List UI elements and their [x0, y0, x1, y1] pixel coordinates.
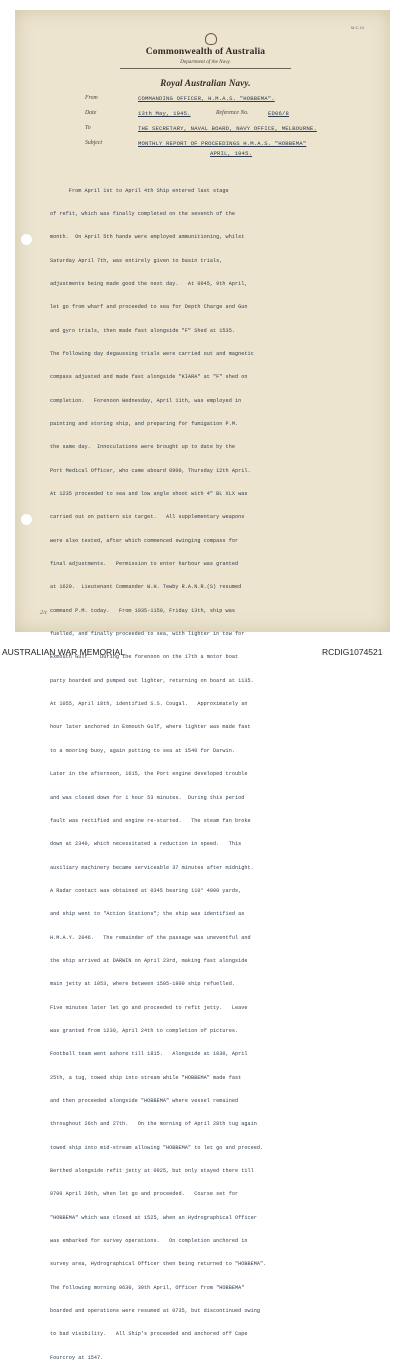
body-line: From April 1st to April 4th Ship entered last stage [50, 187, 229, 194]
body-line: The following morning 0630, 30th April, Officer from "HOBBEMA" [50, 1284, 245, 1291]
from-label: From [85, 95, 98, 101]
report-body [50, 172, 370, 1370]
body-line: A Radar contact was obtained at 0345 bearing 110° 4000 yards, [50, 887, 242, 894]
body-line: and was closed down for 1 hour 53 minutes. During this period [50, 794, 245, 801]
body-line: Berthed alongside refit jetty at 0925, but only stayed there till [50, 1168, 254, 1174]
letterhead-rule [120, 68, 291, 69]
body-line: compass adjusted and made fast alongside "KIARA" at "F" shed on [50, 374, 248, 381]
letterhead-title: Commonwealth of Australia [145, 47, 266, 57]
body-line: throughout 26th and 27th. On the morning of April 28th tug again [50, 1121, 257, 1128]
reference-label: Reference No. [216, 110, 249, 116]
body-line: 0700 April 29th, when let go and proceeded. Course set for [50, 1191, 239, 1198]
crest-icon [205, 33, 217, 45]
body-line: were also tested, after which commenced swinging compass for [50, 537, 239, 544]
letterhead-department: Department of the Navy. [180, 59, 231, 65]
body-line: adjustments being made good the next day. At 0945, 9th April, [50, 280, 248, 287]
body-line: and ship went to "Action Stations"; the ship was identified as [50, 911, 245, 918]
body-line: H.M.A.Y. 2046. The remainder of the passage was uneventful and [50, 934, 251, 941]
footer-id: RCDIG1074521 [322, 647, 383, 657]
body-line: the same day. Innoculations were brought up to date by the [50, 444, 235, 451]
body-line: Port Medical Officer, who came aboard 0900, Thursday 12th April. [50, 467, 251, 474]
body-line: and then proceeded alongside "HOBBEMA" where vessel remained [50, 1097, 239, 1104]
subject-value: MONTHLY REPORT OF PROCEEDINGS H.M.A.S. "HOBBEMA" [138, 140, 307, 147]
body-line: at 1620. Lieutenant Commander W.H. Tewby R.A.N.R.(S) resumed [50, 584, 242, 591]
body-line: completion. Forenoon Wednesday, April 11th, was employed in [50, 397, 242, 404]
body-line: At 1055, April 18th, identified S.S. Cougal. Approximately an [50, 701, 248, 708]
folio-mark: M.C.14 [351, 25, 364, 30]
body-line: to bad visibility. All Ship's proceeded and anchored off Cape [50, 1331, 248, 1338]
body-line: survey area, Hydrographical Officer then being returned to "HOBBEMA". [50, 1261, 267, 1268]
body-line: party boarded and pumped out lighter, returning on board at 1135. [50, 677, 254, 684]
body-line: "HOBBEMA" which was closed at 1525, when an Hydrographical Officer [50, 1214, 257, 1221]
body-line: towed ship into mid-stream allowing "HOBBEMA" to let go and proceed. [50, 1144, 264, 1151]
body-line: boarded and operations were resumed at 0735, but discontinued owing [50, 1308, 261, 1315]
punch-hole [21, 234, 32, 245]
body-line: Saturday April 7th, was entirely given to basin trials, [50, 257, 223, 264]
body-line: and gyro trials, then made fast alongside "F" Shed at 1535. [50, 327, 235, 334]
from-value: COMMANDING OFFICER, H.M.A.S. "HOBBEMA". [138, 95, 275, 102]
footer-source: AUSTRALIAN WAR MEMORIAL [2, 647, 125, 657]
reference-value: ED06/8 [268, 110, 290, 117]
body-line: of refit, which was finally completed on the seventh of the [50, 210, 235, 217]
body-line: Exmouth Gulf. During the forenoon on the 17th a motor boat [50, 654, 239, 661]
body-line: final adjustments. Permission to enter harbour was granted [50, 561, 239, 568]
body-line: Football team went ashore till 1815. Alongside at 1030, April [50, 1051, 248, 1058]
body-line: to a mooring buoy, again putting to sea at 1540 for Darwin. [50, 747, 235, 754]
body-line: month. On April 5th hands were employed ammunitioning, whilst [50, 234, 245, 241]
body-line: Five minutes later let go and proceeded to refit jetty. Leave [50, 1004, 248, 1011]
margin-note: 2/c [40, 610, 48, 616]
body-line: fuelled, and finally proceeded to sea, with lighter in tow for [50, 631, 245, 638]
letterhead-subtitle: Royal Australian Navy. [160, 78, 251, 88]
body-line: Later in the afternoon, 1615, the Port engine developed trouble [50, 771, 248, 778]
body-line: was embarked for survey operations. On completion anchored in [50, 1238, 248, 1245]
body-line: command P.M. today. From 1035-1150, Friday 13th, ship was [50, 607, 235, 614]
body-line: let go from wharf and proceeded to sea for Depth Charge and Gun [50, 304, 248, 311]
body-line: main jetty at 1053, where between 1505-1800 ship refuelled. [50, 981, 235, 988]
punch-hole [21, 514, 32, 525]
body-line: 25th, a tug, towed ship into stream while "HOBBEMA" made fast [50, 1074, 242, 1081]
body-line: At 1235 proceeded to sea and low angle shoot with 4" BL XLX was [50, 491, 248, 498]
to-label: To [85, 125, 91, 131]
body-line: The following day degaussing trials were carried out and magnetic [50, 350, 254, 357]
body-line: painting and storing ship, and preparing for fumigation P.M. [50, 421, 239, 427]
body-line: hour later anchored in Exmouth Gulf, where lighter was made fast [50, 724, 251, 731]
body-line: the ship arrived at DARWIN on April 23rd, making fast alongside [50, 957, 248, 964]
subject-value-line-2: APRIL, 1945. [210, 150, 253, 157]
date-value: 13th May, 1945. [138, 110, 191, 117]
body-line: auxiliary machinery became serviceable 37 minutes after midnight. [50, 864, 254, 871]
date-label: Date [85, 110, 97, 116]
body-line: fault was rectified and engine re-started. The steam fan broke [50, 817, 251, 824]
body-line: Fourcroy at 1547. [50, 1354, 104, 1361]
subject-label: Subject [85, 140, 103, 146]
body-line: carried out on pattern six target. All supplementary weapons [50, 514, 245, 521]
body-line: was granted from 1230, April 24th to completion of pictures. [50, 1027, 239, 1034]
body-line: down at 2340, which necessitated a reduction in speed. This [50, 841, 242, 848]
to-value: THE SECRETARY, NAVAL BOARD, NAVY OFFICE, MELBOURNE. [138, 125, 317, 132]
